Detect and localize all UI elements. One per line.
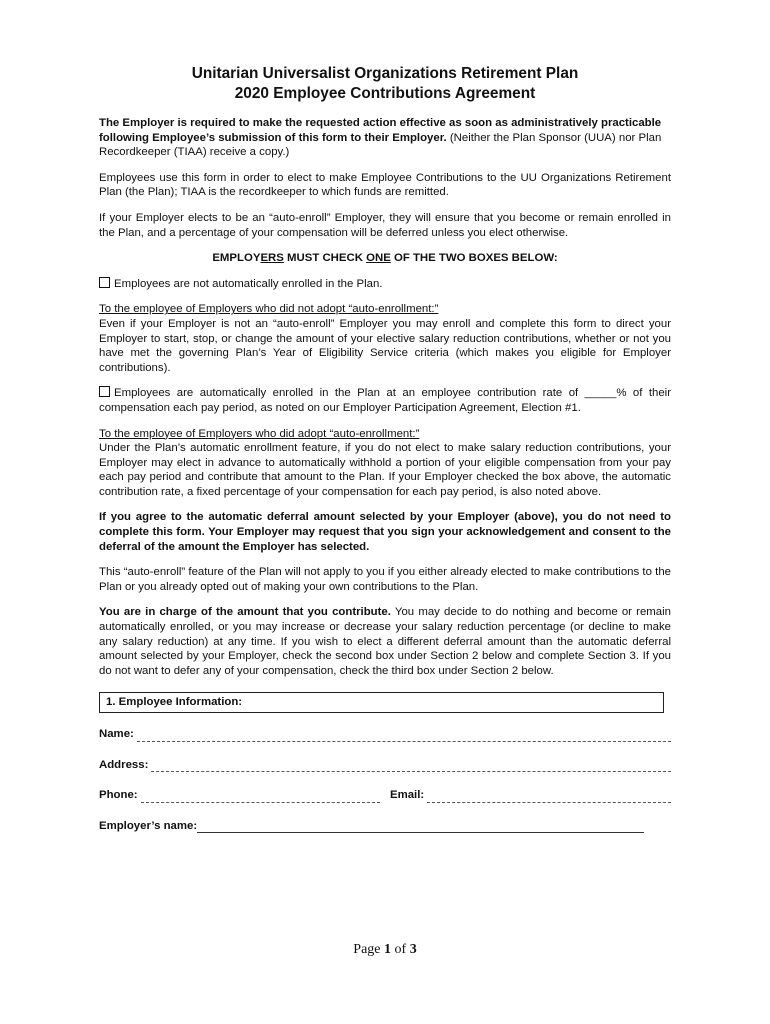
option2-checkbox[interactable] (99, 386, 110, 397)
autoenroll-paragraph: If your Employer elects to be an “auto-enroll” Employer, they will ensure that you become or remain enrolled in the Plan, and a percentage of your compensation will be deferred unless you elect otherwise. (99, 211, 671, 239)
name-field[interactable] (137, 729, 671, 742)
option1-checkbox[interactable] (99, 277, 110, 288)
address-label: Address: (99, 758, 149, 771)
option2-subheading: To the employee of Employers who did adopt “auto-enrollment:” (99, 427, 420, 440)
charge-bold: You are in charge of the amount that you contribute. (99, 606, 391, 619)
not-apply-paragraph: This “auto-enroll” feature of the Plan will not apply to you if you either already elected to make contributions to the Plan or you already opted out of making your own contributions to the Plan. (99, 566, 671, 593)
page-prefix: Page (353, 942, 385, 957)
intro-bold: The Employer is required to make the requested action effective as soon as administratively practicable following Employee’s submission of this form to their Employer. (99, 117, 662, 144)
charge-normal: You may decide to do nothing and become or remain automatically enrolled, or you may increase or decrease your salary reduction percentage (or decline to make any salary reduction) at any time. If you wish to elect a different deferral amount than the automatic deferral amount selected by your Employer, check the second box under Section 2 below and complete Section 3. If you do not want to defer any of your compensation, check the third box under Section 2 below. (99, 606, 671, 677)
option2-label: Employees are automatically enrolled in the Plan at an employee contribution rate of _____% of their compensation each pay period, as noted on our Employer Participation Agreement, Election #1. (99, 387, 671, 414)
page-current: 1 (384, 942, 392, 957)
page-total: 3 (409, 942, 417, 957)
intro-normal: (Neither the Plan Sponsor (UUA) nor Plan Recordkeeper (TIAA) receive a copy.) (99, 131, 662, 159)
name-row (99, 727, 671, 742)
email-field[interactable] (427, 790, 671, 803)
option1-body: Even if your Employer is not an “auto-enroll” Employer you may enroll and complete this form to direct your Employer to start, stop, or change the amount of your elective salary reduction contributions, whether or not you have met the governing Plan’s Year of Eligibility Service criteria (which makes you eligible for Employer contributions). (99, 317, 671, 374)
agreement-title: 2020 Employee Contributions Agreement (234, 85, 536, 102)
email-label: Email: (390, 789, 425, 802)
heading-part2: ERS (260, 252, 284, 265)
page-mid: of (391, 942, 410, 957)
employer-label: Employer’s name: (99, 819, 198, 832)
option1-explanation (99, 302, 671, 375)
employer-field[interactable] (197, 820, 644, 833)
section1-heading: 1. Employee Information: (99, 692, 664, 713)
option2-body: Under the Plan’s automatic enrollment feature, if you do not elect to make salary reduction contributions, your Employer may elect in advance to automatically withhold a portion of your eligible compensation from your pay each pay period and contribute that amount to the Plan. If your Employer checked the box above, the automatic contribution rate, a fixed percentage of your compensation for each pay period, is also noted above. (99, 442, 671, 498)
name-label: Name: (99, 728, 134, 740)
phone-group (99, 788, 380, 803)
contact-row (99, 788, 671, 803)
option2-row (99, 386, 671, 415)
employer-row (99, 819, 644, 834)
document-page (99, 64, 671, 849)
title-block (99, 64, 671, 104)
heading-part5: OF THE TWO BOXES BELOW: (390, 252, 558, 265)
agree-paragraph: If you agree to the automatic deferral amount selected by your Employer (above), you do not need to complete this form. Your Employer may request that you sign your acknowledgement and consent to the deferral of the amount the Employer has selected. (99, 511, 671, 553)
phone-label: Phone: (99, 789, 138, 802)
address-row (99, 758, 671, 773)
phone-field[interactable] (141, 790, 380, 803)
plan-title: Unitarian Universalist Organizations Retirement Plan (191, 65, 579, 82)
heading-part3: MUST CHECK (283, 252, 367, 265)
charge-paragraph (99, 605, 671, 678)
intro-paragraph (99, 116, 671, 160)
employers-heading (99, 251, 671, 266)
option1-subheading: To the employee of Employers who did not adopt “auto-enrollment:” (99, 303, 439, 316)
option1-label: Employees are not automatically enrolled in the Plan. (114, 277, 383, 290)
option1-row (99, 277, 671, 292)
heading-part1: EMPLOY (212, 252, 261, 265)
use-paragraph: Employees use this form in order to elect to make Employee Contributions to the UU Organizations Retirement Plan (the Plan); TIAA is the recordkeeper to which funds are remitted. (99, 171, 671, 199)
address-field[interactable] (151, 759, 671, 772)
email-group (390, 788, 671, 803)
page-footer (0, 942, 770, 958)
option2-explanation (99, 427, 671, 500)
heading-part4: ONE (366, 252, 391, 265)
